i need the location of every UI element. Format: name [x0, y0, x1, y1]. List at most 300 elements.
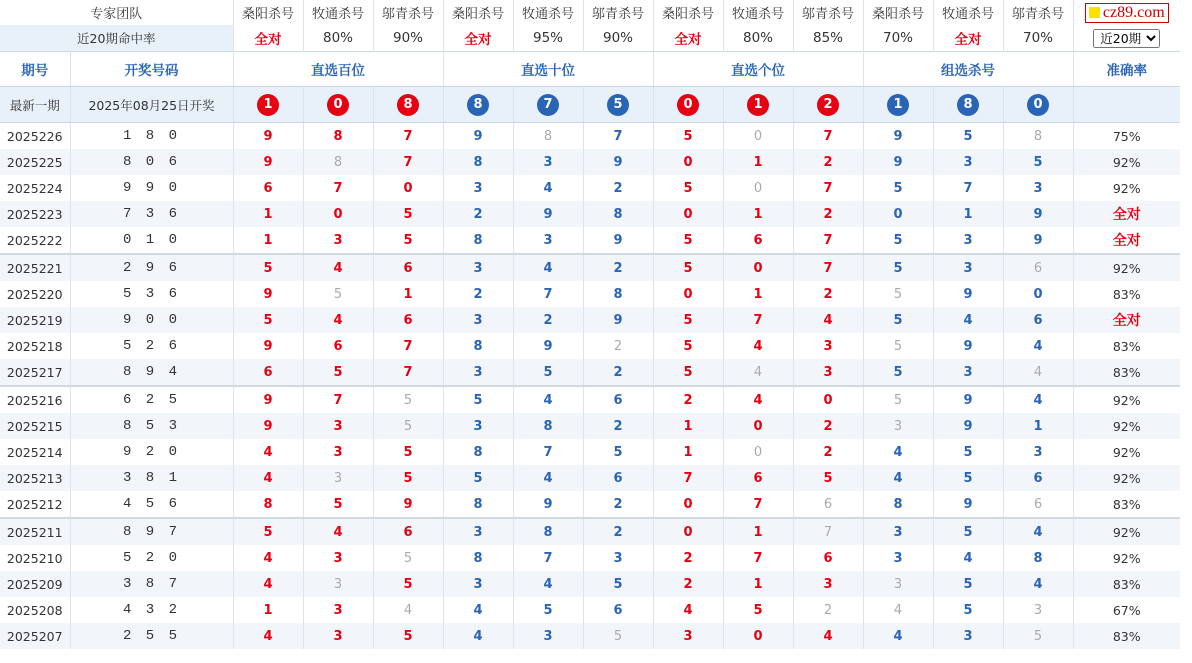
kill-number: 4	[723, 386, 793, 413]
latest-draw-date: 2025年08月25日开奖	[70, 87, 233, 123]
winning-number: 1 8 0	[70, 123, 233, 150]
kill-number: 4	[863, 597, 933, 623]
table-row	[0, 386, 1180, 413]
expert-name: 邬青杀号	[583, 0, 653, 25]
kill-number: 0	[723, 175, 793, 201]
kill-number: 5	[1003, 623, 1073, 649]
accuracy-value: 83%	[1073, 571, 1180, 597]
kill-number: 7	[723, 491, 793, 518]
kill-number: 1	[233, 201, 303, 227]
kill-number: 5	[653, 227, 723, 254]
kill-number: 5	[373, 413, 443, 439]
table-row	[0, 465, 1180, 491]
winning-number: 9 9 0	[70, 175, 233, 201]
kill-number: 7	[513, 439, 583, 465]
expert-name: 桑阳杀号	[863, 0, 933, 25]
kill-number: 5	[233, 254, 303, 281]
latest-ball: 0	[677, 94, 699, 116]
kill-number: 4	[793, 623, 863, 649]
kill-number: 5	[233, 307, 303, 333]
kill-number: 6	[233, 175, 303, 201]
hit-rate: 全对	[443, 25, 513, 52]
issue-number: 2025207	[0, 623, 70, 649]
kill-number: 2	[583, 175, 653, 201]
kill-number: 2	[793, 597, 863, 623]
kill-number: 6	[373, 307, 443, 333]
kill-number: 9	[443, 123, 513, 150]
kill-number: 5	[863, 307, 933, 333]
kill-number: 9	[583, 307, 653, 333]
kill-number: 4	[443, 597, 513, 623]
latest-ball-cell	[443, 87, 513, 123]
kill-number: 7	[793, 175, 863, 201]
accuracy-value: 92%	[1073, 465, 1180, 491]
kill-number: 6	[583, 597, 653, 623]
kill-number: 5	[863, 281, 933, 307]
table-row	[0, 545, 1180, 571]
accuracy-value: 92%	[1112, 550, 1141, 566]
kill-number: 4	[723, 333, 793, 359]
issue-number: 2025220	[0, 281, 70, 307]
kill-number: 4	[513, 175, 583, 201]
kill-number: 9	[583, 149, 653, 175]
kill-number: 2	[513, 307, 583, 333]
kill-number: 5	[653, 123, 723, 150]
kill-number: 8	[513, 518, 583, 545]
latest-ball: 8	[467, 94, 489, 116]
winning-number: 5 3 6	[70, 281, 233, 307]
kill-number: 2	[793, 439, 863, 465]
kill-number: 6	[793, 491, 863, 518]
kill-number: 3	[933, 623, 1003, 649]
table-row	[0, 333, 1180, 359]
hit-rate: 80%	[723, 25, 793, 52]
kill-number: 4	[863, 439, 933, 465]
latest-label: 最新一期	[0, 87, 70, 123]
kill-number: 4	[1003, 333, 1073, 359]
kill-number: 9	[513, 201, 583, 227]
issue-number: 2025216	[0, 386, 70, 413]
kill-number: 6	[1003, 307, 1073, 333]
kill-number: 4	[233, 439, 303, 465]
accuracy-value: 83%	[1112, 496, 1141, 512]
expert-name: 桑阳杀号	[443, 0, 513, 25]
kill-number: 7	[373, 333, 443, 359]
kill-number: 0	[863, 201, 933, 227]
kill-number: 3	[933, 359, 1003, 386]
kill-number: 6	[583, 386, 653, 413]
kill-number: 9	[233, 123, 303, 150]
kill-number: 5	[933, 571, 1003, 597]
accuracy-value: 92%	[1073, 413, 1180, 439]
winning-column-header: 开奖号码	[70, 52, 233, 87]
issue-number: 2025209	[0, 571, 70, 597]
kill-number: 4	[863, 623, 933, 649]
kill-number: 7	[723, 307, 793, 333]
winning-number: 8 5 3	[70, 413, 233, 439]
team-label: 专家团队	[0, 0, 233, 25]
kill-number: 1	[233, 227, 303, 254]
kill-number: 9	[933, 386, 1003, 413]
latest-ball-cell	[1003, 87, 1073, 123]
kill-number: 5	[1003, 149, 1073, 175]
kill-number: 2	[583, 491, 653, 518]
kill-number: 3	[443, 175, 513, 201]
accuracy-value: 92%	[1073, 149, 1180, 175]
hit-rate: 90%	[583, 25, 653, 52]
kill-number: 8	[513, 123, 583, 150]
hundreds-group-header: 直选百位	[233, 52, 443, 87]
expert-name: 桑阳杀号	[233, 0, 303, 25]
kill-number: 4	[303, 518, 373, 545]
kill-number: 2	[443, 201, 513, 227]
kill-number: 5	[373, 545, 443, 571]
kill-number: 4	[233, 571, 303, 597]
table-row	[0, 227, 1180, 254]
accuracy-value: 全对	[1073, 307, 1180, 333]
latest-ball-cell	[513, 87, 583, 123]
kill-number: 6	[723, 465, 793, 491]
kill-number: 3	[1003, 439, 1073, 465]
kill-number: 3	[933, 254, 1003, 281]
kill-number: 5	[933, 465, 1003, 491]
kill-number: 7	[373, 149, 443, 175]
hit-rate: 90%	[373, 25, 443, 52]
kill-number: 1	[373, 281, 443, 307]
kill-number: 4	[723, 359, 793, 386]
kill-number: 9	[233, 386, 303, 413]
table-row	[0, 413, 1180, 439]
latest-ball: 5	[607, 94, 629, 116]
table-row	[0, 254, 1180, 281]
winning-number: 7 3 6	[70, 201, 233, 227]
kill-number: 1	[723, 201, 793, 227]
kill-number: 8	[303, 149, 373, 175]
kill-number: 0	[653, 491, 723, 518]
accuracy-value: 67%	[1112, 602, 1141, 618]
kill-number: 1	[723, 149, 793, 175]
kill-number: 8	[443, 439, 513, 465]
kill-number: 0	[1003, 281, 1073, 307]
latest-ball-cell	[723, 87, 793, 123]
issue-number: 2025219	[0, 307, 70, 333]
winning-number: 4 5 6	[70, 491, 233, 518]
kill-number: 2	[583, 359, 653, 386]
kill-number: 3	[303, 597, 373, 623]
kill-number: 9	[933, 281, 1003, 307]
kill-number: 5	[793, 465, 863, 491]
winning-number: 8 9 4	[70, 359, 233, 386]
kill-number: 2	[653, 386, 723, 413]
kill-number: 3	[443, 518, 513, 545]
table-row	[0, 201, 1180, 227]
kill-number: 0	[723, 623, 793, 649]
hit-rate: 全对	[933, 25, 1003, 52]
issue-number: 2025218	[0, 333, 70, 359]
kill-number: 5	[373, 386, 443, 413]
kill-number: 3	[793, 359, 863, 386]
kill-number: 5	[653, 307, 723, 333]
kill-number: 3	[793, 571, 863, 597]
expert-name: 桑阳杀号	[653, 0, 723, 25]
expert-name: 牧通杀号	[513, 0, 583, 25]
units-group-header: 直选个位	[653, 52, 863, 87]
table-row	[0, 123, 1180, 150]
kill-number: 4	[1003, 571, 1073, 597]
kill-number: 8	[303, 123, 373, 150]
kill-number: 5	[443, 386, 513, 413]
kill-number: 1	[723, 281, 793, 307]
kill-number: 3	[303, 439, 373, 465]
accuracy-value: 92%	[1073, 386, 1180, 413]
kill-number: 9	[233, 149, 303, 175]
kill-number: 6	[793, 545, 863, 571]
kill-number: 0	[723, 439, 793, 465]
issue-number: 2025225	[0, 149, 70, 175]
kill-number: 9	[1003, 227, 1073, 254]
kill-number: 2	[443, 281, 513, 307]
accuracy-column-header: 准确率	[1073, 52, 1180, 87]
kill-number: 0	[653, 201, 723, 227]
kill-number: 4	[513, 465, 583, 491]
kill-number: 7	[793, 254, 863, 281]
expert-name: 牧通杀号	[933, 0, 1003, 25]
latest-ball: 8	[397, 94, 419, 116]
accuracy-value: 92%	[1112, 444, 1141, 460]
table-row	[0, 571, 1180, 597]
kill-number: 5	[513, 359, 583, 386]
kill-number: 0	[653, 281, 723, 307]
accuracy-value: 83%	[1073, 359, 1180, 386]
latest-ball: 0	[1027, 94, 1049, 116]
kill-number: 3	[1003, 597, 1073, 623]
kill-number: 3	[933, 227, 1003, 254]
issue-number: 2025217	[0, 359, 70, 386]
kill-number: 2	[793, 149, 863, 175]
kill-number: 9	[233, 333, 303, 359]
kill-number: 0	[653, 149, 723, 175]
kill-number: 5	[863, 254, 933, 281]
kill-number: 5	[863, 333, 933, 359]
kill-number: 4	[933, 545, 1003, 571]
kill-number: 4	[1003, 386, 1073, 413]
kill-number: 5	[653, 254, 723, 281]
kill-number: 9	[233, 281, 303, 307]
latest-ball-cell	[793, 87, 863, 123]
kill-number: 2	[583, 333, 653, 359]
issue-number: 2025226	[0, 123, 70, 150]
kill-number: 3	[443, 571, 513, 597]
kill-number: 5	[653, 175, 723, 201]
latest-ball: 2	[817, 94, 839, 116]
issue-number: 2025210	[0, 545, 70, 571]
kill-number: 4	[653, 597, 723, 623]
issue-number: 2025212	[0, 491, 70, 518]
logo-cell	[1073, 0, 1180, 25]
kill-number: 3	[303, 465, 373, 491]
table-row	[0, 149, 1180, 175]
kill-number: 3	[303, 545, 373, 571]
kill-number: 6	[1003, 254, 1073, 281]
kill-number: 6	[1003, 465, 1073, 491]
kill-number: 7	[303, 386, 373, 413]
issue-number: 2025222	[0, 227, 70, 254]
kill-number: 5	[373, 465, 443, 491]
expert-name: 邬青杀号	[793, 0, 863, 25]
winning-number: 8 9 7	[70, 518, 233, 545]
kill-number: 4	[513, 254, 583, 281]
kill-number: 5	[863, 175, 933, 201]
latest-ball-cell	[653, 87, 723, 123]
kill-number: 4	[513, 571, 583, 597]
kill-number: 1	[933, 201, 1003, 227]
kill-number: 5	[373, 227, 443, 254]
kill-number: 3	[1003, 175, 1073, 201]
kill-number: 8	[233, 491, 303, 518]
kill-number: 3	[443, 413, 513, 439]
kill-number: 3	[863, 571, 933, 597]
kill-number: 9	[513, 333, 583, 359]
winning-number: 9 0 0	[70, 307, 233, 333]
winning-number: 2 5 5	[70, 623, 233, 649]
kill-number: 4	[233, 465, 303, 491]
kill-number: 5	[583, 623, 653, 649]
kill-number: 1	[723, 518, 793, 545]
period-select[interactable]	[1093, 29, 1160, 48]
latest-ball-cell	[933, 87, 1003, 123]
accuracy-value: 83%	[1112, 286, 1141, 302]
kill-number: 0	[723, 254, 793, 281]
accuracy-value: 92%	[1073, 254, 1180, 281]
table-row	[0, 175, 1180, 201]
latest-ball-cell	[863, 87, 933, 123]
kill-number: 4	[1003, 518, 1073, 545]
kill-number: 5	[303, 281, 373, 307]
kill-number: 4	[443, 623, 513, 649]
period-select-cell	[1073, 25, 1180, 52]
kill-number: 3	[933, 149, 1003, 175]
kill-number: 9	[1003, 201, 1073, 227]
kill-number: 5	[373, 439, 443, 465]
accuracy-value: 全对	[1073, 201, 1180, 227]
kill-number: 8	[443, 491, 513, 518]
kill-number: 5	[933, 123, 1003, 150]
kill-number: 5	[933, 439, 1003, 465]
kill-number: 5	[233, 518, 303, 545]
latest-ball: 0	[327, 94, 349, 116]
kill-number: 9	[863, 149, 933, 175]
latest-ball-cell	[583, 87, 653, 123]
kill-number: 5	[513, 597, 583, 623]
kill-number: 4	[1003, 359, 1073, 386]
kill-number: 5	[373, 571, 443, 597]
kill-number: 3	[303, 227, 373, 254]
winning-number: 5 2 0	[70, 545, 233, 571]
kill-number: 9	[933, 491, 1003, 518]
winning-number: 2 9 6	[70, 254, 233, 281]
kill-number: 2	[583, 413, 653, 439]
kill-number: 1	[653, 413, 723, 439]
kill-number: 6	[723, 227, 793, 254]
latest-issue-row	[0, 87, 1180, 123]
kill-number: 4	[793, 307, 863, 333]
kill-number: 3	[303, 413, 373, 439]
kill-number: 7	[583, 123, 653, 150]
kill-number: 0	[373, 175, 443, 201]
issue-number: 2025214	[0, 439, 70, 465]
table-row	[0, 518, 1180, 545]
kill-number: 5	[863, 386, 933, 413]
kill-number: 8	[1003, 545, 1073, 571]
kill-number: 8	[443, 545, 513, 571]
winning-number: 4 3 2	[70, 597, 233, 623]
hit-rate: 全对	[653, 25, 723, 52]
tens-group-header: 直选十位	[443, 52, 653, 87]
kill-number: 2	[583, 518, 653, 545]
kill-number: 5	[303, 359, 373, 386]
issue-number: 2025223	[0, 201, 70, 227]
kill-number: 6	[373, 254, 443, 281]
kill-number: 5	[653, 333, 723, 359]
kill-number: 3	[513, 149, 583, 175]
kill-number: 8	[443, 149, 513, 175]
expert-name: 牧通杀号	[723, 0, 793, 25]
winning-number: 9 2 0	[70, 439, 233, 465]
kill-number: 3	[303, 571, 373, 597]
kill-number: 4	[303, 254, 373, 281]
kill-number: 2	[653, 571, 723, 597]
history-rows	[0, 123, 1180, 650]
kill-number: 7	[373, 359, 443, 386]
latest-ball-cell	[233, 87, 303, 123]
kill-number: 1	[233, 597, 303, 623]
kill-number: 4	[933, 307, 1003, 333]
combo-group-header: 组选杀号	[863, 52, 1073, 87]
kill-number: 2	[793, 281, 863, 307]
kill-number: 3	[863, 545, 933, 571]
latest-ball: 8	[957, 94, 979, 116]
kill-number: 0	[303, 201, 373, 227]
winning-number: 3 8 7	[70, 571, 233, 597]
kill-number: 7	[513, 281, 583, 307]
kill-number: 4	[513, 386, 583, 413]
accuracy-value: 92%	[1073, 518, 1180, 545]
accuracy-value: 全对	[1112, 233, 1141, 249]
hit-rate: 全对	[233, 25, 303, 52]
kill-number: 9	[933, 333, 1003, 359]
kill-number: 3	[583, 545, 653, 571]
winning-number: 6 2 5	[70, 386, 233, 413]
latest-accuracy-cell	[1073, 87, 1180, 123]
kill-number: 3	[863, 413, 933, 439]
kill-number: 3	[443, 359, 513, 386]
latest-ball: 1	[257, 94, 279, 116]
latest-ball: 1	[747, 94, 769, 116]
kill-number: 8	[443, 333, 513, 359]
kill-number: 6	[233, 359, 303, 386]
kill-number: 8	[583, 201, 653, 227]
kill-number: 4	[233, 545, 303, 571]
kill-number: 2	[583, 254, 653, 281]
kill-number: 3	[513, 623, 583, 649]
kill-number: 2	[653, 545, 723, 571]
kill-number: 9	[373, 491, 443, 518]
kill-number: 7	[653, 465, 723, 491]
kill-number: 8	[863, 491, 933, 518]
site-logo[interactable]	[1085, 3, 1169, 23]
winning-number: 5 2 6	[70, 333, 233, 359]
kill-number: 5	[863, 227, 933, 254]
